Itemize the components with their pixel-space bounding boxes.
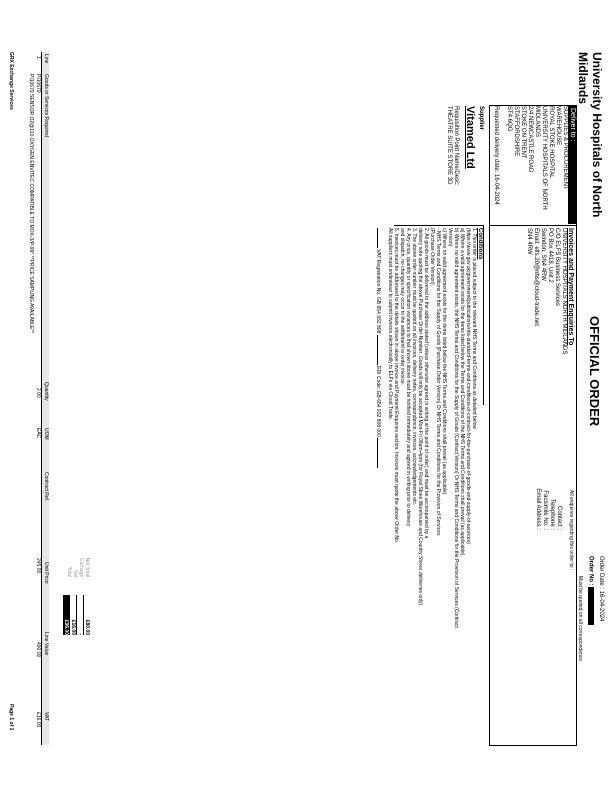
order-date: Order Date : 16-04-2024 bbox=[598, 556, 604, 622]
contact-note: All enquiries regarding this order to : bbox=[568, 490, 574, 571]
requested-delivery: Requested delivery date: 16-04-2024 bbox=[493, 106, 499, 205]
org-name: University Hospitals of North Midlands bbox=[576, 52, 604, 218]
footer-left: GRX Exchange Services bbox=[8, 52, 14, 110]
table-row: 1 PI10679 2.00 EAC 245.00 490.00 £16.00 PI10679 SENSOR O2@110 OXYGEN ENVITEC COMPATIBLE TO MOX-3/P-99* **PRICE SAMPLING AVAILABLE** bbox=[28, 56, 41, 728]
edi-code: EDI Code: GB 654 932 808 000 bbox=[375, 366, 381, 437]
vat-registration: VAT Registration No: GB 654 932 808 bbox=[375, 249, 381, 334]
supplier-block: Supplier Vitamed Ltd Requisition Point Name/Desc: THEATRE SUITE STORE 3D bbox=[445, 106, 484, 224]
invoice-address-block: Invoices and Payment Enquiries To UNIVERSITY HOSPITALS NORTH MIDLANDS C/O ELFS Business Services PO Box 4418, Unit 2 Swindon, SN4 4RW Email: elfs.20@nhs@cloud-trade.net SN4 4RW bbox=[526, 228, 574, 355]
deliver-to-block: Deliver to : SUPPLIES & PROCUREMENT WAREHOUSE ROYAL STOKE HOSPITAL UNIVERSITY HOSPITALS OF NORTH MIDLANDS 2/4 NEWCASTLE ROAD STOKE ON TRENT STAFFORDSHIRE ST4 6QG Requested delivery date: 16-04-2024 bbox=[492, 106, 576, 224]
contact-fields: Contact : Telephone : Facsimile No. : Email Address : bbox=[535, 488, 562, 530]
quote-note: Must be quoted on all correspondence. bbox=[577, 576, 583, 663]
supplier-name: Vitamed Ltd bbox=[464, 106, 476, 169]
deliver-to-label: Deliver to : bbox=[568, 106, 576, 224]
item-description: PI10679 SENSOR O2@110 OXYGEN ENVITEC COMPATIBLE TO MOX-3/P-99* **PRICE SAMPLING AVAILABLE** bbox=[28, 74, 34, 334]
doc-title: OFFICIAL ORDER bbox=[587, 316, 602, 427]
totals-labels: Net Total : Carriage : Vat : Total : bbox=[66, 557, 90, 580]
conditions-block: Conditions 1. This order is placed subject to the relevant NHS Terms and Conditions as detailed below (https://www.gov.uk/government/publications/nhs-standard-terms-and-conditions-of-contract-for-the-purchase-of-goods-and-supply-of-services) a) Where a valid agreement exists for the items listed below the Terms and Conditions of the NHS Terms and Conditions shall prevail (as applicable). b) Where no valid agreement exists, the NHS Terms and Conditions for the Supply of Goods (Contract Version) Or NHS Terms and Conditions for the Provision of Services (Contract Version) c) Where no valid agreement exists for the items listed below the NHS Terms and Conditions shall prevail (as applicable) - NHS Terms and Conditions for the Supply of Goods (Purchase Order Version) Or NHS Terms and Conditions for the Provision of Services (Purchase Order Version). 2. All goods must be delivered to the address stated (unless otherwise agreed in writing at the point of order) and must be accompanied by a delivery note quoting the above Purchase Order Number. Goods will only be accepted Mon-Fri 08am-4pm (for Royal Stoke Warehouse and Country Stores deliveries only). 3. The above order number must be quoted on all invoices, delivery notes, correspondence, invoices, acknowledgements etc. 4. Any price, quantity or specification variances to that shown above must be notified immediately and agreed in writing prior to delivery and dispatch, no changes may occur to the settlement or order invoice. 5. Invoices must be addressed to the details shown in above Invoice and Payment Enquiries section. Invoices must quote the above Order No. All suppliers must endeavour to submit invoices electronically to ELFs via Cloud Trade. VAT Registration No: GB 654 932 808 EDI Code: GB 654 932 808 000 bbox=[375, 228, 483, 628]
table-header: Line Goods or Services Required Quantity UOM Contract Ref. Unit Price Line Value VAT bbox=[42, 52, 49, 745]
page-number: Page 1 of 1 bbox=[8, 704, 14, 731]
order-number: Order No : bbox=[586, 556, 594, 625]
totals-values: £80.00 - £16.00 £96.00 bbox=[63, 595, 90, 635]
order-number-redacted bbox=[588, 587, 594, 625]
